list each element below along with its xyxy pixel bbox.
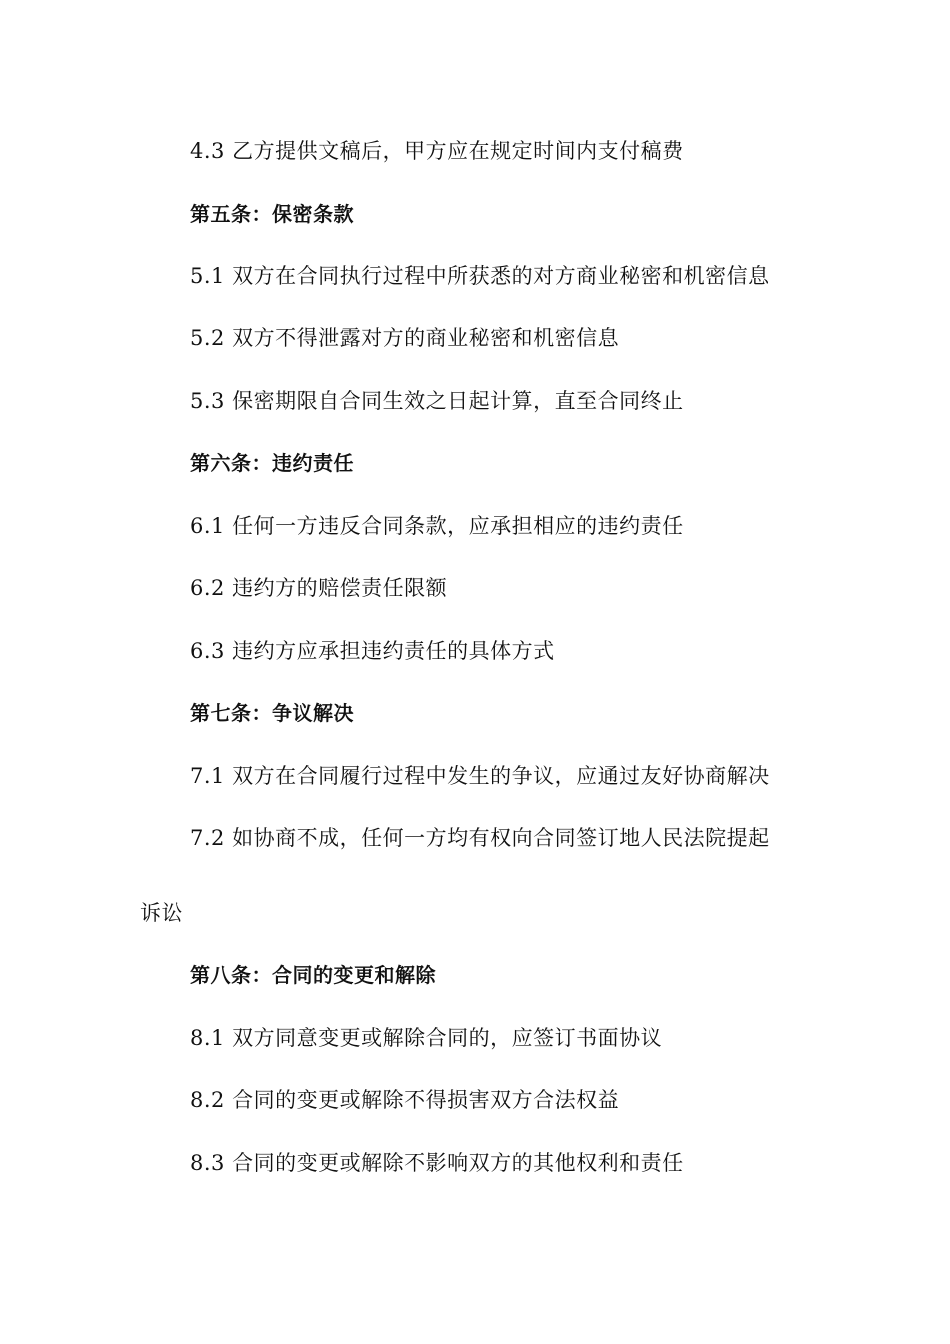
clause-5-1: 5.1 双方在合同执行过程中所获悉的对方商业秘密和机密信息 [190,264,770,288]
clause-7-1: 7.1 双方在合同履行过程中发生的争议，应通过友好协商解决 [190,764,770,788]
clause-5-3: 5.3 保密期限自合同生效之日起计算，直至合同终止 [190,389,684,413]
clause-7-2: 7.2 如协商不成，任何一方均有权向合同签订地人民法院提起 [190,826,770,850]
article-8-heading: 第八条：合同的变更和解除 [190,963,436,987]
clause-5-2: 5.2 双方不得泄露对方的商业秘密和机密信息 [190,326,620,350]
clause-7-2-continuation: 诉讼 [140,901,183,925]
clause-8-2: 8.2 合同的变更或解除不得损害双方合法权益 [190,1088,620,1112]
article-6-heading: 第六条：违约责任 [190,451,354,475]
clause-6-1: 6.1 任何一方违反合同条款，应承担相应的违约责任 [190,514,684,538]
clause-8-1: 8.1 双方同意变更或解除合同的，应签订书面协议 [190,1026,663,1050]
article-5-heading: 第五条：保密条款 [190,202,354,226]
article-7-heading: 第七条：争议解决 [190,701,354,725]
clause-4-3: 4.3 乙方提供文稿后，甲方应在规定时间内支付稿费 [190,139,684,163]
clause-6-3: 6.3 违约方应承担违约责任的具体方式 [190,639,555,663]
clause-8-3: 8.3 合同的变更或解除不影响双方的其他权利和责任 [190,1151,684,1175]
clause-6-2: 6.2 违约方的赔偿责任限额 [190,576,448,600]
